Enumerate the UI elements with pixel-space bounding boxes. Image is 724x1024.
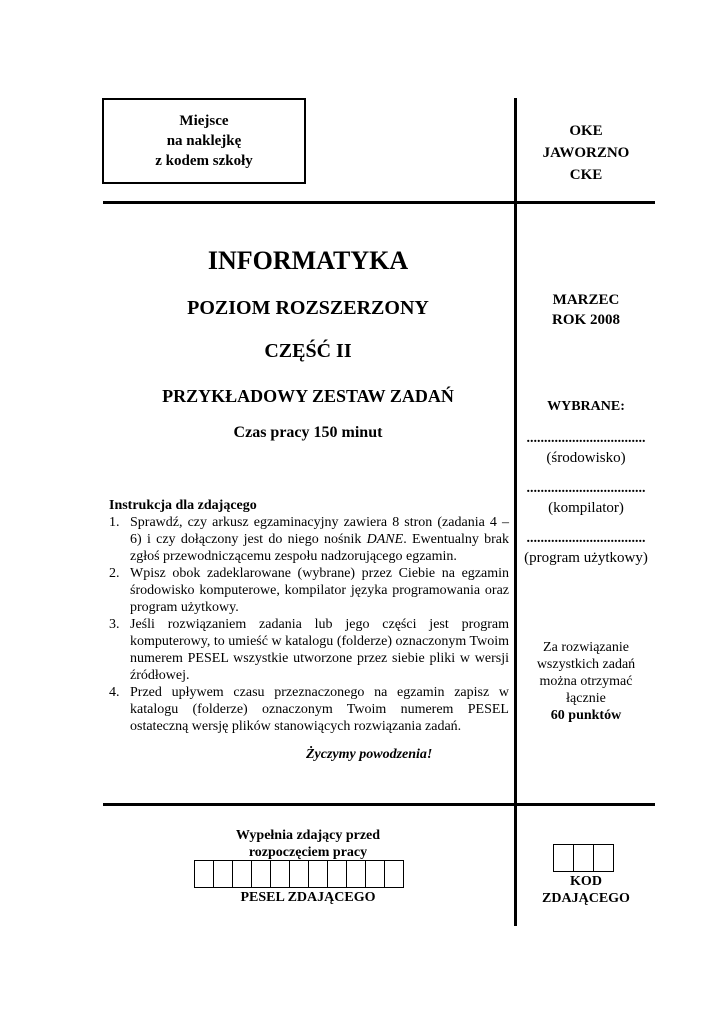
sticker-line-3: z kodem szkoły [155,153,253,169]
pesel-caption [103,827,513,861]
sticker-line-2: na naklejkę [166,133,242,149]
program-label: (program użytkowy) [524,550,648,566]
subject-title: INFORMATYKA [207,246,409,275]
instruction-item [109,565,509,616]
school-sticker-box [102,98,306,184]
pesel-digit-box[interactable] [327,860,347,888]
instruction-number: 3. [109,617,120,632]
good-luck-wish: Życzymy powodzenia! [306,747,433,762]
level-title: POZIOM ROZSZERZONY [187,297,429,319]
pesel-digit-box[interactable] [346,860,366,888]
bottom-horizontal-divider [103,803,655,806]
instruction-number: 2. [109,566,120,581]
compiler-label: (kompilator) [548,500,624,516]
pesel-digit-box[interactable] [270,860,290,888]
instruction-text: Jeśli rozwiązaniem zadania lub jego części jest program komputerowy, to umieść w katalogu (folderze) oznaczonym Twoim numerem PESEL wszystkie utworzone przez siebie pliki w wersji źródłowej. [130,617,509,683]
instruction-text: Sprawdź, czy arkusz egzaminacyjny zawiera 8 stron (zadania 4 – 6) i czy dołączony jest do niego nośnik [130,515,509,547]
oke-block [517,120,655,186]
instruction-item [109,616,509,684]
instruction-item [109,684,509,735]
chosen-field-compiler [517,482,655,517]
top-horizontal-divider [103,201,655,204]
chosen-field-environment [517,432,655,467]
pesel-digit-box[interactable] [308,860,328,888]
instruction-text: Przed upływem czasu przeznaczonego na egzamin zapisz w katalogu (folderze) oznaczonym Twoim numerem PESEL ostateczną wersję plików stanowiących rozwiązania zadań. [130,685,509,734]
pesel-digit-box[interactable] [384,860,404,888]
pesel-digit-box[interactable] [365,860,385,888]
oke-line-1: OKE [569,123,603,139]
kod-digit-box[interactable] [573,844,594,872]
instructions-title: Instrukcja dla zdającego [109,498,257,513]
compiler-dots: .................................. [526,481,646,496]
oke-line-3: CKE [569,167,603,183]
kod-label-line-1: KOD [570,874,602,889]
time-info: Czas pracy 150 minut [233,424,383,441]
points-line-1: Za rozwiązanie [543,640,629,655]
instruction-italic: DANE [366,532,404,547]
instruction-text-after: . Ewentualny brak zgłoś przewodniczącemu zespołu nadzorującego egzamin. [130,532,509,564]
sticker-line-1: Miejsce [179,113,229,129]
instruction-text: Wpisz obok zadeklarowane (wybrane) przez Ciebie na egzamin środowisko komputerowe, kompilator języka programowania oraz program użytkowy. [130,566,509,615]
kod-digit-box[interactable] [593,844,614,872]
environment-label: (środowisko) [546,450,626,466]
program-dots: .................................. [526,531,646,546]
points-info [517,639,655,724]
kod-label [517,873,655,907]
kod-label-line-2: ZDAJĄCEGO [542,891,630,906]
points-total: 60 punktów [550,708,622,723]
points-line-4: łącznie [566,691,606,706]
date-month: MARZEC [552,292,620,308]
kod-digit-box[interactable] [553,844,574,872]
environment-dots: .................................. [526,431,646,446]
instructions-list [109,514,509,735]
pesel-label: PESEL ZDAJĄCEGO [240,890,376,905]
set-title: PRZYKŁADOWY ZESTAW ZADAŃ [162,386,454,406]
kod-input-boxes[interactable] [554,844,614,872]
pesel-digit-box[interactable] [251,860,271,888]
pesel-caption-line-1: Wypełnia zdający przed [235,828,381,843]
pesel-digit-box[interactable] [194,860,214,888]
chosen-field-program [517,532,655,567]
part-title: CZĘŚĆ II [264,340,352,362]
pesel-caption-line-2: rozpoczęciem pracy [248,845,368,860]
instruction-item [109,514,509,565]
instruction-number: 4. [109,685,120,700]
date-year: ROK 2008 [552,312,620,328]
chosen-header: WYBRANE: [547,399,625,414]
pesel-digit-box[interactable] [289,860,309,888]
oke-line-2: JAWORZNO [542,145,630,161]
points-line-2: wszystkich zadań [536,657,636,672]
exam-date [517,290,655,330]
points-line-3: można otrzymać [539,674,633,689]
pesel-input-boxes[interactable] [195,860,404,888]
instructions [109,497,509,735]
pesel-digit-box[interactable] [232,860,252,888]
pesel-digit-box[interactable] [213,860,233,888]
instruction-number: 1. [109,515,120,530]
